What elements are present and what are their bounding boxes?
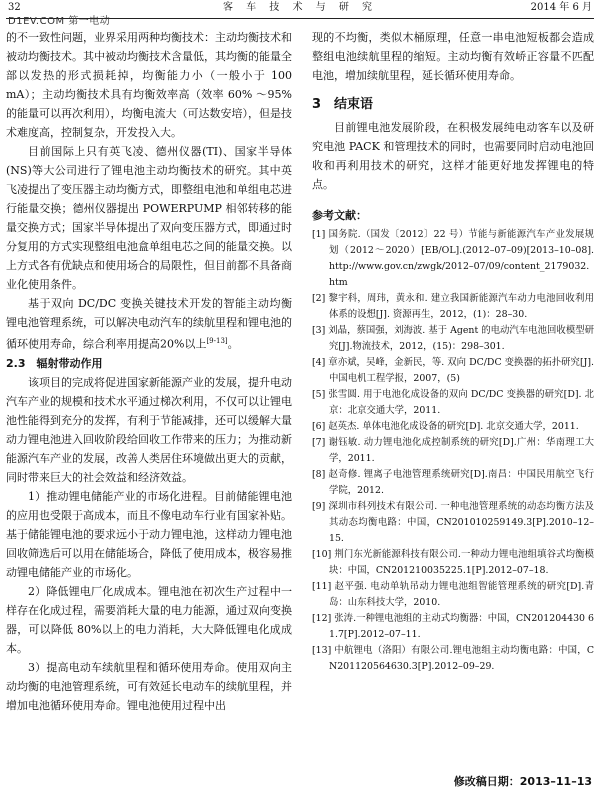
reference-item: [12] 张涛.一种锂电池组的主动式均衡器：中国，CN201204430 61.7[P].2012–07–11. [312, 613, 594, 640]
reference-list [312, 227, 594, 675]
section-heading-3: 3 结束语 [312, 97, 374, 112]
journal-title: 客 车 技 术 与 研 究 [222, 2, 378, 13]
paragraph: 目前锂电池发展阶段，在积极发展纯电动客车以及研究电池 PACK 和管理技术的同时，也需要同时启动电池回收和再利用技术的研究，这样才能更好地发挥锂电的特点。 [312, 121, 594, 191]
citation: [9-13] [206, 337, 228, 345]
paragraph-text: 基于双向 DC/DC 变换关键技术开发的智能主动均衡锂电池管理系统，可以解决电动汽车的续航里程和锂电池的循环使用寿命，综合利率用提高20%以上 [6, 297, 292, 351]
right-column [312, 28, 594, 675]
reference-item: [7] 谢钰敏. 动力锂电池化成控制系统的研究[D].广州：华南理工大学，2011. [312, 437, 594, 464]
paragraph: 目前国际上只有英飞凌、德州仪器(TI)、国家半导体(NS)等大公司进行了锂电池主动均衡技术的研究。其中英飞凌提出了变压器主动均衡方式，即整组电池和单组电芯进行能量交换；德州仪器提出 POWERPUMP 相邻转移的能量交换方式；国家半导体提出了双向变压器方式，即通过时分复用的方式实现整组电池盒单组电芯之间的能量交换。以上方式各有优缺点和使用场合的局限性，但目前都不具备商业化使用条件。 [6, 145, 292, 291]
paragraph: 2）降低锂电厂化成成本。锂电池在初次生产过程中一样存在化成过程，需要消耗大量的电力能源，通过双向变换器，可以降低 80%以上的电力消耗，大大降低锂电化成成本。 [6, 584, 292, 655]
reference-item: [6] 赵英杰. 单体电池化成设备的研究[D]. 北京交通大学，2011. [312, 421, 579, 432]
reference-item: [11] 赵平强. 电动单轨吊动力锂电池组智能管理系统的研究[D].青岛：山东科技大学，2010. [312, 581, 594, 608]
paragraph: 1）推动锂电储能产业的市场化进程。目前储能锂电池的应用也受限于高成本，而且不像电动车行业有国家补贴。基于储能锂电池的要求远小于动力锂电池，这样动力锂电池回收筛选后可以用在储能场合，降低了使用成本，极容易推动锂电储能产业的市场化。 [6, 489, 292, 579]
paragraph [6, 294, 292, 354]
reference-item: [9] 深圳市科列技术有限公司. 一种电池管理系统的动态均衡方法及其动态均衡电路：中国，CN201010259149.3[P].2010–12–15. [312, 501, 594, 544]
paragraph: 该项目的完成将促进国家新能源产业的发展，提升电动汽车产业的规模和技术水平通过梯次利用，不仅可以让锂电池性能得到充分的发挥，有利于节能减排，还可以缓解大量动力锂电池进入回收阶段给回收工作带来的压力；为推动新能源汽车产业的发展，改善人类居住环境做出更大的贡献，同时带来巨大的社会效益和经济效益。 [6, 375, 292, 484]
revised-date: 修改稿日期：2013–11–13 [453, 775, 592, 788]
paragraph: 3）提高电动车续航里程和循环使用寿命。使用双向主动均衡的电池管理系统，可有效延长电动车的续航里程，并增加电池循环使用寿命。锂电池使用过程中出 [6, 660, 292, 712]
references-title: 参考文献： [312, 209, 367, 222]
reference-item: [10] 荆门东光新能源科技有限公司.一种动力锂电池组填谷式均衡模块：中国，CN201210035225.1[P].2012–07–18. [312, 549, 594, 576]
reference-item: [8] 赵奇修. 锂离子电池管理系统研究[D].南昌：中国民用航空飞行学院，2012. [312, 469, 594, 496]
paragraph: 现的不均衡，类似木桶原理，任意一串电池短板都会造成整组电池续航里程的缩短。主动均衡有效峤正容量不匹配电池，增加续航里程，延长循环使用寿命。 [312, 31, 594, 82]
reference-item: [3] 刘晶，蔡国强，刘海波. 基于 Agent 的电动汽车电池回收模型研究[J].物流技术，2012，(15)：298–301. [312, 325, 594, 352]
paragraph: 的不一致性问题，业界采用两种均衡技术：主动均衡技术和被动均衡技术。其中被动均衡技术含量低，其均衡的能量全部以发热的形式损耗掉，均衡能力小（一般小于 100 mA）；主动均衡技术具有均衡效率高（效率 60% ～95%的能量可以再次利用），均衡电流大（可达数安培），但是技术难度高，控制复杂，开发投入大。 [6, 31, 292, 139]
page-number: 32 [8, 2, 21, 13]
reference-item: [13] 中航锂电（洛阳）有限公司.锂电池组主动均衡电路：中国，CN201120564630.3[P].2012–09–29. [312, 645, 594, 672]
left-column [6, 28, 292, 715]
reference-item: [5] 张雪圆. 用于电池化成设备的双向 DC/DC 变换器的研究[D]. 北京：北京交通大学，2011. [312, 389, 594, 416]
issue-date: 2014 年 6 月 [530, 2, 592, 13]
watermark: D1EV.COM 第一电动 [8, 16, 111, 27]
reference-item: [4] 章亦斌，吴峰，金新民，等. 双向 DC/DC 变换器的拓扑研究[J].中国电机工程学报，2007，(5) [312, 357, 594, 384]
reference-item: [1] 国务院.（国发〔2012〕22 号）节能与新能源汽车产业发展规划（2012～2020）[EB/OL].(2012–07–09)[2013–10–08]. http://www.gov.cn/zwgk/2012–07/09/content_2179032.htm [312, 229, 594, 288]
section-heading-2-3: 2.3 辐射带动作用 [6, 356, 103, 370]
paragraph-end: 。 [227, 337, 239, 351]
reference-item: [2] 黎宇科，周玮，黄永和. 建立我国新能源汽车动力电池回收利用体系的设想[J]. 资源再生，2012，(1)：28–30. [312, 293, 594, 320]
